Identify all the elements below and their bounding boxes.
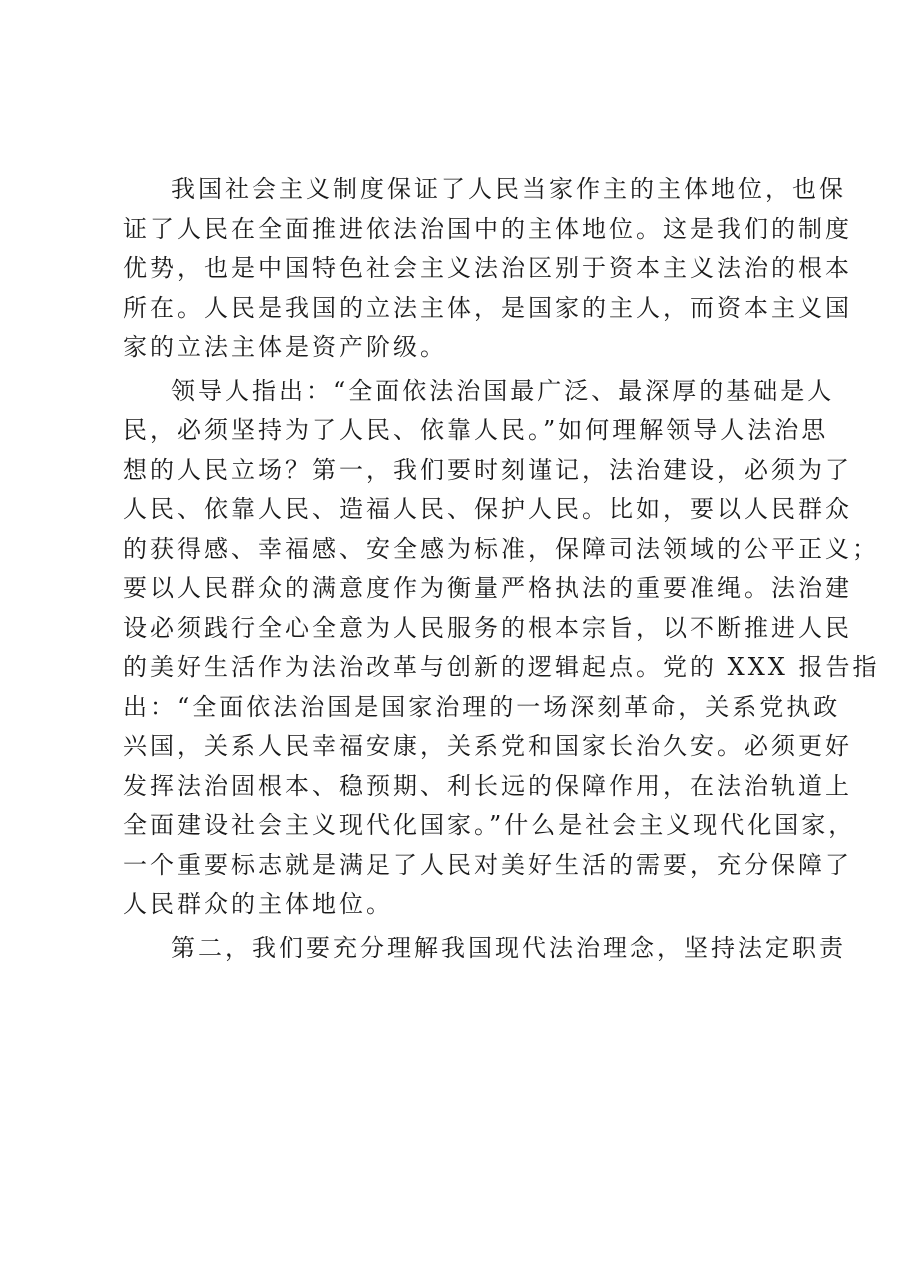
text-line: 证了人民在全面推进依法治国中的主体地位。这是我们的制度 (123, 214, 852, 243)
text-line: 的获得感、幸福感、安全感为标准，保障司法领域的公平正义； (123, 534, 879, 563)
text-line: 人民、依靠人民、造福人民、保护人民。比如，要以人民群众 (123, 495, 852, 523)
text-line: 兴国，关系人民幸福安康，关系党和国家长治久安。必须更好 (123, 732, 852, 760)
text-line: 人民群众的主体地位。 (123, 890, 393, 918)
text-line: 要以人民群众的满意度作为衡量严格执法的重要准绳。法治建 (123, 574, 852, 602)
text-line: 的美好生活作为法治改革与创新的逻辑起点。党的 XXX 报告指 (123, 653, 880, 681)
text-line: 领导人指出：“全面依法治国最广泛、最深厚的基础是人 (171, 376, 835, 405)
document-body (123, 170, 880, 972)
text-line: 第二，我们要充分理解我国现代法治理念，坚持法定职责 (171, 933, 846, 962)
text-line: 优势，也是中国特色社会主义法治区别于资本主义法治的根本 (123, 254, 852, 282)
text-line: 所在。人民是我国的立法主体，是国家的主人，而资本主义国 (123, 293, 852, 322)
text-line: 全面建设社会主义现代化国家。”什么是社会主义现代化国家， (123, 811, 856, 839)
text-line: 出：“全面依法治国是国家治理的一场深刻革命，关系党执政 (123, 692, 841, 721)
text-line: 发挥法治固根本、稳预期、利长远的保障作用，在法治轨道上 (123, 771, 852, 800)
text-line: 想的人民立场？第一，我们要时刻谨记，法治建设，必须为了 (123, 455, 852, 484)
paragraph-2 (123, 372, 880, 925)
text-line: 我国社会主义制度保证了人民当家作主的主体地位，也保 (171, 175, 846, 203)
text-line: 一个重要标志就是满足了人民对美好生活的需要，充分保障了 (123, 850, 852, 879)
paragraph-1 (123, 170, 852, 368)
text-line: 设必须践行全心全意为人民服务的根本宗旨，以不断推进人民 (123, 613, 852, 642)
paragraph-3 (123, 929, 846, 969)
text-line: 民，必须坚持为了人民、依靠人民。”如何理解领导人法治思 (123, 416, 829, 444)
text-line: 家的立法主体是资产阶级。 (123, 333, 447, 361)
